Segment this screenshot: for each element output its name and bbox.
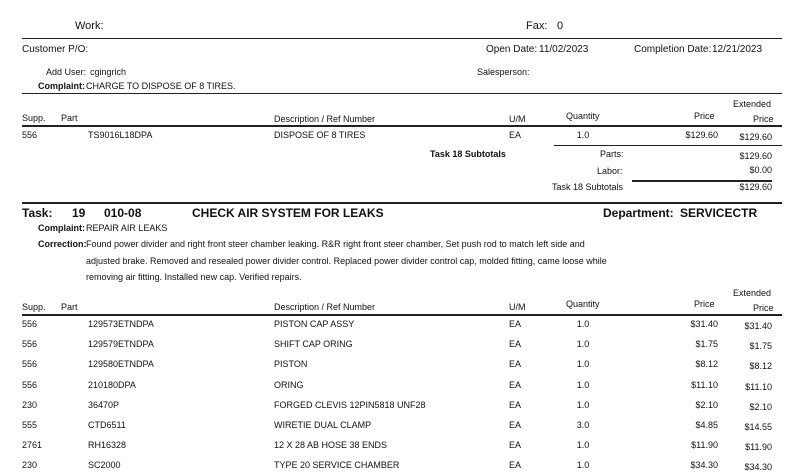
complaint-label: Complaint: [38, 81, 85, 91]
header-top-rule [22, 38, 782, 39]
task18-subtotal-label: Task 18 Subtotals [552, 182, 624, 192]
fax-label: Fax: [526, 20, 548, 32]
complaint-rule [22, 93, 782, 94]
task18-subtotals-label: Task 18 Subtotals [430, 149, 506, 159]
cell-part: RH16328 [88, 440, 127, 451]
cell-price: $4.85 [695, 420, 718, 430]
cell-qty: 1.0 [576, 399, 590, 410]
cell-um: EA [509, 359, 522, 370]
cell-ext: $129.60 [739, 132, 772, 142]
correction-line-3: removing air fitting. Installed new cap. Verified repairs. [86, 272, 302, 282]
cell-description: SHIFT CAP ORING [274, 339, 353, 350]
cell-ext: $31.40 [744, 321, 772, 331]
cell-part: 129573ETNDPA [88, 319, 154, 329]
cell-supp: 230 [22, 399, 38, 410]
col-extended-price: Price [753, 114, 774, 124]
cell-supp: 230 [22, 460, 38, 471]
cell-qty: 1.0 [576, 319, 590, 329]
col-description-2: Description / Ref Number [274, 302, 376, 312]
cell-price: $31.40 [690, 319, 718, 329]
cell-ext: $34.30 [744, 462, 772, 472]
correction-label: Correction: [38, 239, 87, 249]
open-date-label: Open Date: [486, 44, 538, 55]
cell-qty: 3.0 [576, 420, 590, 430]
col-price: Price [694, 111, 715, 121]
correction-line-1: Found power divider and right front steer chamber leaking. R&R right front steer chamber, Set push rod to match left side and [86, 239, 585, 249]
cell-description: 12 X 28 AB HOSE 38 ENDS [274, 440, 388, 451]
cell-qty: 1.0 [576, 460, 590, 471]
task18-parts-label: Parts: [600, 149, 624, 159]
salesperson-label: Salesperson: [477, 67, 530, 77]
cell-qty: 1.0 [576, 130, 590, 140]
cell-price: $11.10 [691, 379, 718, 390]
cell-um: EA [509, 379, 522, 390]
col-um-2: U/M [509, 302, 526, 312]
complaint-text: CHARGE TO DISPOSE OF 8 TIRES. [86, 81, 236, 91]
task19-complaint-label: Complaint: [38, 223, 85, 233]
cell-qty: 1.0 [576, 339, 590, 350]
col-extended-price-2: Price [753, 303, 774, 313]
cell-um: EA [509, 130, 522, 140]
task18-labor-value: $0.00 [749, 165, 772, 175]
task19-complaint-text: REPAIR AIR LEAKS [86, 223, 168, 233]
cell-description: DISPOSE OF 8 TIRES [274, 130, 366, 140]
cell-part: SC2000 [88, 460, 121, 471]
cell-ext: $1.75 [749, 341, 772, 352]
task18-sub-rule [554, 145, 782, 146]
cell-um: EA [509, 399, 522, 410]
col-extended-2: Extended [733, 288, 772, 298]
cell-ext: $8.12 [749, 361, 772, 372]
cell-um: EA [509, 339, 522, 350]
cell-price: $1.75 [695, 339, 718, 350]
col-supp: Supp. [22, 113, 46, 123]
completion-date-value: 12/21/2023 [712, 44, 763, 55]
cell-description: PISTON [274, 359, 308, 370]
columns-rule-2 [22, 314, 782, 316]
cell-supp: 556 [22, 319, 38, 329]
task18-parts-value: $129.60 [739, 151, 772, 161]
col-supp-2: Supp. [22, 302, 46, 312]
cell-supp: 2761 [22, 440, 43, 451]
col-description: Description / Ref Number [274, 114, 376, 124]
fax-value: 0 [557, 20, 564, 32]
cell-description: ORING [274, 379, 304, 390]
cell-part: TS9016L18DPA [88, 130, 153, 140]
correction-line-2: adjusted brake. Removed and resealed power divider control. Replaced power divider control cap, molded fitting, came loose while [86, 256, 607, 266]
task18-subtotal-value: $129.60 [739, 182, 772, 192]
cell-part: 129579ETNDPA [88, 339, 154, 350]
col-price-2: Price [694, 299, 715, 309]
cell-description: PISTON CAP ASSY [274, 319, 355, 329]
task19-top-rule [22, 202, 782, 204]
cell-qty: 1.0 [576, 440, 590, 451]
add-user-value: cgingrich [90, 67, 127, 77]
col-quantity: Quantity [566, 111, 600, 121]
cell-um: EA [509, 440, 522, 451]
cell-price: $8.12 [695, 359, 718, 370]
cell-supp: 556 [22, 359, 38, 370]
cell-um: EA [509, 420, 522, 430]
cell-part: 36470P [88, 399, 120, 410]
cell-ext: $2.10 [749, 401, 772, 412]
task18-labor-label: Labor: [597, 166, 623, 176]
cell-supp: 556 [22, 379, 38, 390]
task19-code: 010-08 [104, 206, 142, 220]
cell-part: CTD6511 [88, 420, 126, 430]
cell-price: $2.10 [695, 399, 718, 410]
columns-rule [22, 125, 782, 127]
task19-title: CHECK AIR SYSTEM FOR LEAKS [192, 206, 384, 220]
col-um: U/M [509, 114, 526, 124]
cell-description: TYPE 20 SERVICE CHAMBER [274, 460, 400, 471]
cell-ext: $14.55 [744, 422, 772, 432]
add-user-label: Add User: [46, 67, 87, 77]
completion-date-label: Completion Date: [634, 44, 712, 55]
work-label: Work: [75, 20, 104, 32]
department-label: Department: [603, 206, 674, 220]
cell-part: 210180DPA [88, 379, 136, 390]
task19-number: 19 [72, 206, 86, 220]
cell-qty: 1.0 [576, 379, 590, 390]
cell-um: EA [509, 460, 522, 471]
customer-po-label: Customer P/O: [22, 44, 89, 55]
cell-supp: 556 [22, 339, 38, 350]
cell-um: EA [509, 319, 522, 329]
cell-ext: $11.10 [745, 381, 772, 392]
col-quantity-2: Quantity [566, 299, 600, 309]
department-value: SERVICECTR [680, 206, 758, 220]
col-extended: Extended [733, 99, 772, 109]
cell-price: $11.90 [691, 440, 718, 451]
col-part-2: Part [61, 302, 78, 312]
cell-supp: 555 [22, 420, 38, 430]
col-part: Part [61, 113, 78, 123]
cell-price: $129.60 [685, 130, 718, 140]
cell-price: $34.30 [690, 460, 718, 471]
cell-supp: 556 [22, 130, 38, 140]
cell-ext: $11.90 [745, 442, 772, 453]
open-date-value: 11/02/2023 [539, 44, 589, 55]
cell-part: 129580ETNDPA [88, 359, 154, 370]
cell-description: WIRETIE DUAL CLAMP [274, 420, 372, 430]
cell-description: FORGED CLEVIS 12PIN5818 UNF28 [274, 399, 426, 410]
task19-label: Task: [22, 206, 53, 220]
cell-qty: 1.0 [576, 359, 590, 370]
